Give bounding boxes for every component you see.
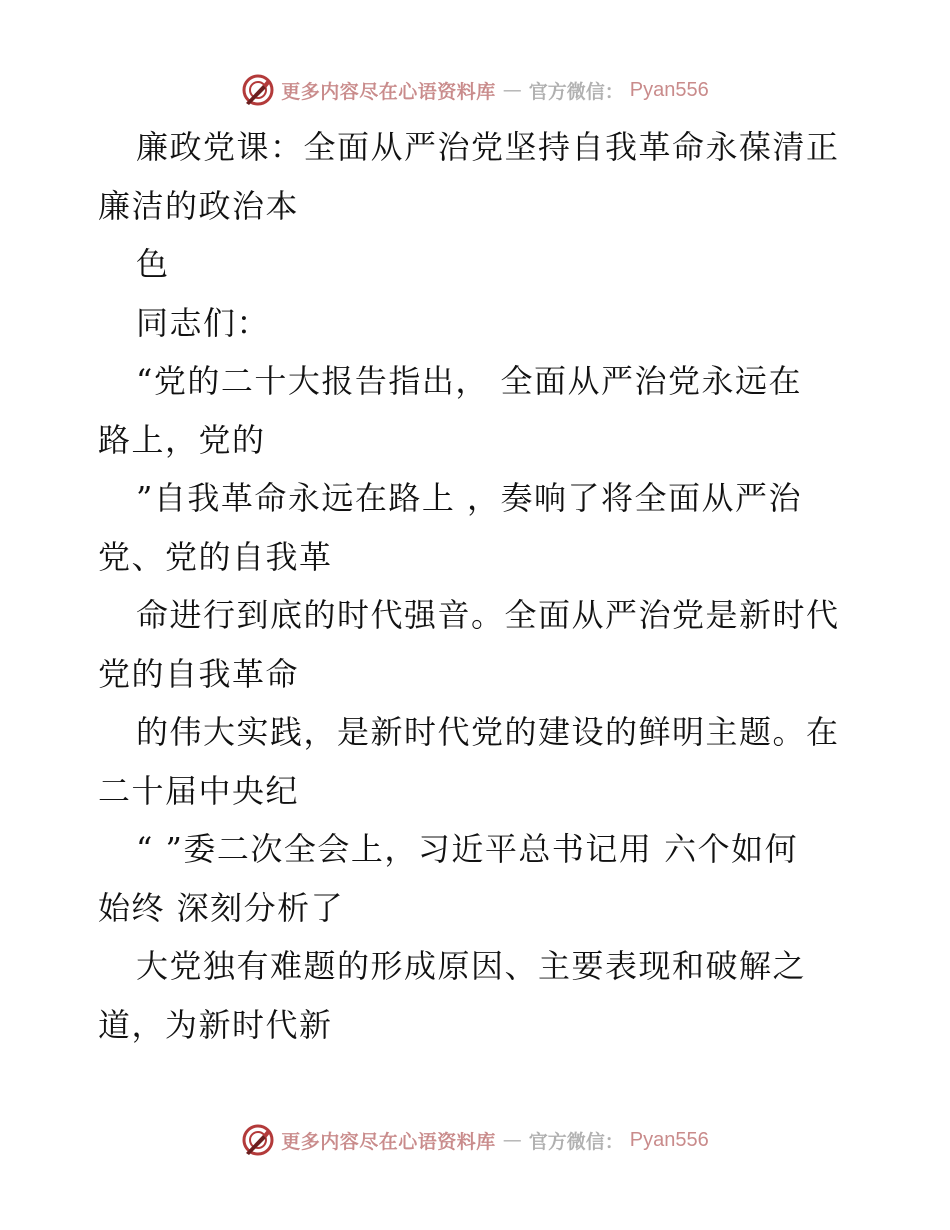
- watermark-wechat-label: 官方微信：: [528, 80, 624, 103]
- paragraph-line: ”自我革命永远在路上 ，奏响了将全面从严治: [136, 479, 803, 517]
- watermark-wechat-id: Pyan556: [629, 1128, 709, 1151]
- header-watermark: [0, 70, 950, 110]
- watermark-main-text: 更多内容尽在心语资料库: [281, 1130, 496, 1153]
- paragraph-line: 党的自我革命: [98, 654, 300, 693]
- paragraph-line: 始终 深刻分析了: [98, 888, 345, 927]
- watermark-wechat-label: 官方微信：: [528, 1130, 624, 1153]
- paragraph-line: 廉洁的政治本: [98, 186, 300, 225]
- pen-logo-icon: [241, 73, 275, 107]
- paragraph-line: 廉政党课：全面从严治党坚持自我革命永葆清正: [136, 128, 840, 166]
- paragraph-line: 党、党的自我革: [98, 537, 333, 576]
- watermark-main-text: 更多内容尽在心语资料库: [281, 80, 496, 103]
- watermark-separator: —: [502, 79, 522, 101]
- document-body: [98, 118, 858, 1054]
- paragraph-line: “ ”委二次全会上，习近平总书记用 六个如何: [136, 830, 799, 868]
- paragraph-line: 路上，党的: [98, 420, 266, 459]
- watermark-separator: —: [502, 1129, 522, 1151]
- paragraph-line: 色: [136, 245, 170, 283]
- paragraph-line: 大党独有难题的形成原因、主要表现和破解之: [136, 947, 807, 985]
- paragraph-line: 同志们：: [136, 303, 271, 342]
- paragraph-line: “党的二十大报告指出， 全面从严治党永远在: [136, 362, 803, 400]
- paragraph-line: 二十届中央纪: [98, 771, 300, 810]
- pen-logo-icon: [241, 1123, 275, 1157]
- paragraph-line: 的伟大实践，是新时代党的建设的鲜明主题。在: [136, 713, 840, 751]
- footer-watermark: [0, 1120, 950, 1160]
- paragraph-line: 命进行到底的时代强音。全面从严治党是新时代: [136, 596, 840, 634]
- paragraph-line: 道，为新时代新: [98, 1005, 333, 1044]
- watermark-wechat-id: Pyan556: [629, 78, 709, 101]
